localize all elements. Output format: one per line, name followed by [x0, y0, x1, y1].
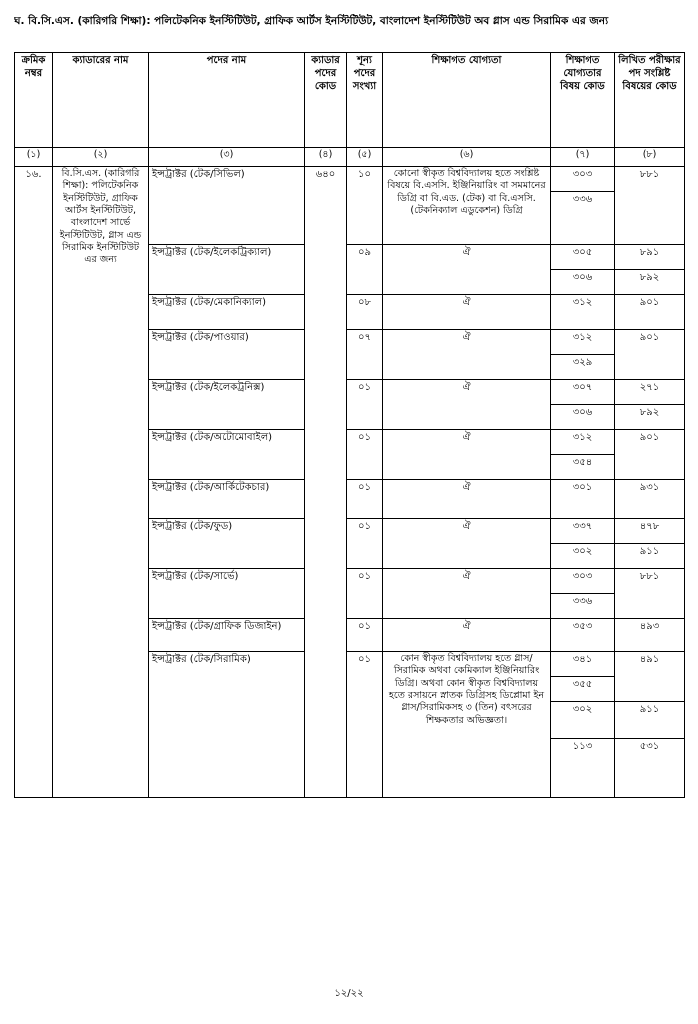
- post-name-cell: ইন্সট্রাক্টর (টেক/ইলেকট্রনিক্স): [149, 380, 305, 430]
- header-exam-code: লিখিত পরীক্ষার পদ সংশ্লিষ্ট বিষয়ের কোড: [615, 53, 685, 148]
- subject-code-cell: ৩৫৩: [551, 619, 615, 652]
- post-name-cell: ইন্সট্রাক্টর (টেক/ফুড): [149, 519, 305, 569]
- qualification-cell: কোনো স্বীকৃত বিশ্ববিদ্যালয় হতে সংশ্লিষ্ট বিষয়ে বি.এসসি. ইঞ্জিনিয়ারিং বা সমমানের ডিগ্রি বা বি.এড. (টেক) বা বি.এসসি. (টেকনিক্যাল এডুকেশন) ডিগ্রি: [383, 167, 551, 245]
- vacancy-cell: ০১: [347, 430, 383, 480]
- column-number: (৭): [551, 148, 615, 167]
- column-number: (৬): [383, 148, 551, 167]
- subject-code-cell: ১১৩: [551, 739, 615, 798]
- exam-code-cell: ৫৩১: [615, 739, 685, 798]
- subject-code-cell: ৩৩৬: [551, 594, 615, 619]
- header-cadre-code: ক্যাডার পদের কোড: [305, 53, 347, 148]
- subject-code-cell: ৩৩৭: [551, 519, 615, 544]
- vacancy-cell: ০৮: [347, 295, 383, 330]
- page-number: ১২/২২: [334, 988, 364, 999]
- post-name-cell: ইন্সট্রাক্টর (টেক/পাওয়ার): [149, 330, 305, 380]
- post-name-cell: ইন্সট্রাক্টর (টেক/সিভিল): [149, 167, 305, 245]
- qualification-cell: ঐ: [383, 619, 551, 652]
- post-name-cell: ইন্সট্রাক্টর (টেক/মেকানিক্যাল): [149, 295, 305, 330]
- subject-code-cell: ৩০৩: [551, 167, 615, 192]
- cadre-name-cell: বি.সি.এস. (কারিগরি শিক্ষা): পলিটেকনিক ইনস্টিটিউট, গ্রাফিক আর্টস ইনস্টিটিউট, বাংলাদেশ সার্ভে ইনস্টিটিউট, গ্লাস এন্ড সিরামিক ইনস্টিটিউট এর জন্য: [53, 167, 149, 798]
- post-name-cell: ইন্সট্রাক্টর (টেক/সার্ভে): [149, 569, 305, 619]
- subject-code-cell: ৩০২: [551, 702, 615, 739]
- vacancy-cell: ০১: [347, 569, 383, 619]
- exam-code-cell: ৮৯২: [615, 405, 685, 430]
- subject-code-cell: ৩১২: [551, 430, 615, 455]
- subject-code-cell: ৩০৩: [551, 569, 615, 594]
- header-qualification: শিক্ষাগত যোগ্যতা: [383, 53, 551, 148]
- qualification-cell: কোন স্বীকৃত বিশ্ববিদ্যালয় হতে গ্লাস/ সিরামিক অথবা কেমিক্যাল ইঞ্জিনিয়ারিং ডিগ্রি। অথবা কোন স্বীকৃত বিশ্ববিদ্যালয় হতে রসায়নে স্নাতক ডিগ্রিসহ ডিপ্লোমা ইন গ্লাস/সিরামিকসহ ৩ (তিন) বৎসরের শিক্ষকতার অভিজ্ঞতা।: [383, 652, 551, 798]
- column-number: (৫): [347, 148, 383, 167]
- page-heading: ঘ. বি.সি.এস. (কারিগরি শিক্ষা): পলিটেকনিক ইনস্টিটিউট, গ্রাফিক আর্টস ইনস্টিটিউট, বাংলাদেশ ইনস্টিটিউট অব গ্লাস এন্ড সিরামিক এর জন্য: [14, 15, 609, 27]
- exam-code-cell: ২৭১: [615, 380, 685, 405]
- table-row: [15, 167, 685, 192]
- exam-code-cell: ৪৯৩: [615, 619, 685, 652]
- exam-code-cell: ৯১১: [615, 702, 685, 739]
- qualification-cell: ঐ: [383, 245, 551, 295]
- header-cadre-name: ক্যাডারের নাম: [53, 53, 149, 148]
- vacancy-cell: ০৭: [347, 330, 383, 380]
- post-name-cell: ইন্সট্রাক্টর (টেক/সিরামিক): [149, 652, 305, 798]
- column-number: (২): [53, 148, 149, 167]
- exam-code-cell: ৯০১: [615, 330, 685, 380]
- vacancy-cell: ০১: [347, 619, 383, 652]
- column-number: (১): [15, 148, 53, 167]
- subject-code-cell: ৩৩৬: [551, 192, 615, 245]
- post-name-cell: ইন্সট্রাক্টর (টেক/আর্কিটেকচার): [149, 480, 305, 519]
- exam-code-cell: ৯১১: [615, 544, 685, 569]
- vacancy-cell: ০৯: [347, 245, 383, 295]
- subject-code-cell: ৩০৬: [551, 270, 615, 295]
- post-name-cell: ইন্সট্রাক্টর (টেক/গ্রাফিক ডিজাইন): [149, 619, 305, 652]
- header-subject-code: শিক্ষাগত যোগ্যতার বিষয় কোড: [551, 53, 615, 148]
- exam-code-cell: ৪৭৮: [615, 519, 685, 544]
- exam-code-cell: ৯৩১: [615, 480, 685, 519]
- exam-code-cell: ৮৮১: [615, 569, 685, 619]
- header-serial: ক্রমিক নম্বর: [15, 53, 53, 148]
- cadre-post-table: [14, 52, 685, 798]
- subject-code-cell: ৩০৫: [551, 245, 615, 270]
- subject-code-cell: ৩৪১: [551, 652, 615, 677]
- column-number: (৩): [149, 148, 305, 167]
- vacancy-cell: ০১: [347, 519, 383, 569]
- header-row: [15, 53, 685, 148]
- vacancy-cell: ০১: [347, 380, 383, 430]
- qualification-cell: ঐ: [383, 519, 551, 569]
- subject-code-cell: ৩১২: [551, 295, 615, 330]
- subject-code-cell: ৩২৯: [551, 355, 615, 380]
- header-vacancy: শূন্য পদের সংখ্যা: [347, 53, 383, 148]
- subject-code-cell: ৩০৬: [551, 405, 615, 430]
- qualification-cell: ঐ: [383, 330, 551, 380]
- qualification-cell: ঐ: [383, 430, 551, 480]
- qualification-cell: ঐ: [383, 480, 551, 519]
- cadre-code-cell: ৬৪০: [305, 167, 347, 798]
- post-name-cell: ইন্সট্রাক্টর (টেক/অটোমোবাইল): [149, 430, 305, 480]
- qualification-cell: ঐ: [383, 295, 551, 330]
- exam-code-cell: ৪৯১: [615, 652, 685, 702]
- exam-code-cell: ৮৯১: [615, 245, 685, 270]
- qualification-cell: ঐ: [383, 569, 551, 619]
- qualification-cell: ঐ: [383, 380, 551, 430]
- vacancy-cell: ০১: [347, 480, 383, 519]
- subject-code-cell: ৩০২: [551, 544, 615, 569]
- subject-code-cell: ৩০১: [551, 480, 615, 519]
- exam-code-cell: ৯০১: [615, 430, 685, 480]
- subject-code-cell: ৩১২: [551, 330, 615, 355]
- column-number-row: [15, 148, 685, 167]
- subject-code-cell: ৩৫৫: [551, 677, 615, 702]
- subject-code-cell: ৩০৭: [551, 380, 615, 405]
- vacancy-cell: ১০: [347, 167, 383, 245]
- subject-code-cell: ৩৫৪: [551, 455, 615, 480]
- column-number: (৮): [615, 148, 685, 167]
- post-name-cell: ইন্সট্রাক্টর (টেক/ইলেকট্রিক্যাল): [149, 245, 305, 295]
- column-number: (৪): [305, 148, 347, 167]
- vacancy-cell: ০১: [347, 652, 383, 798]
- exam-code-cell: ৯০১: [615, 295, 685, 330]
- exam-code-cell: ৮৯২: [615, 270, 685, 295]
- exam-code-cell: ৮৮১: [615, 167, 685, 245]
- header-post-name: পদের নাম: [149, 53, 305, 148]
- serial-cell: ১৬.: [15, 167, 53, 798]
